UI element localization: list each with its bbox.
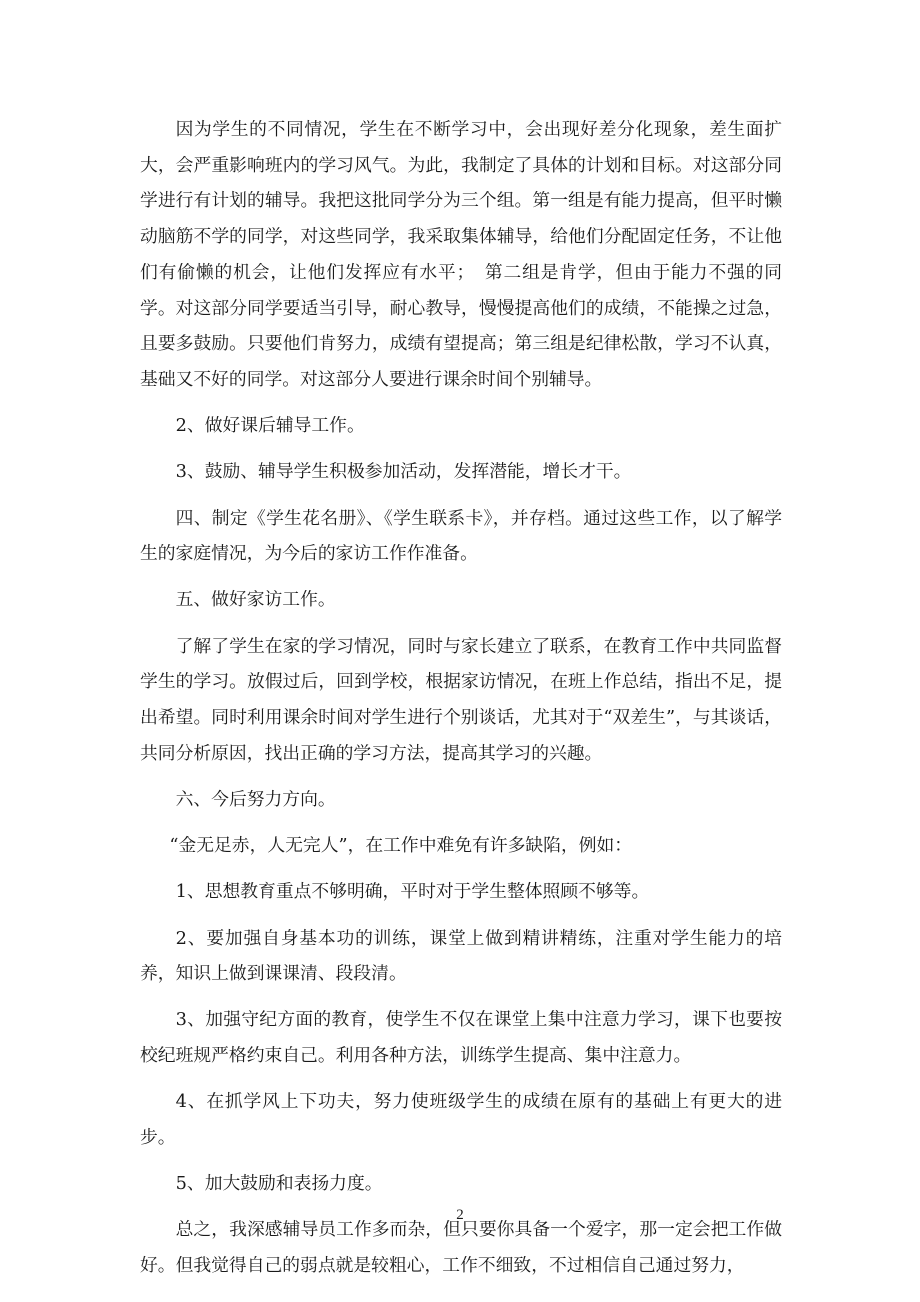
page-number: 2 (456, 1207, 464, 1223)
paragraph-after-class-tutoring: 2、做好课后辅导工作。 (175, 415, 365, 437)
paragraph-conclusion: 总之，我深感辅导员工作多而杂，但只要你具备一个爱字，那一定会把工作做好。但我觉得自己的弱点就是较粗心，工作不细致，不过相信自己通过努力， (140, 1219, 782, 1277)
paragraph-proverb: “金无足赤，人无完人”，在工作中难免有许多缺陷，例如： (169, 835, 633, 857)
paragraph-section-five-heading: 五、做好家访工作。 (175, 589, 336, 611)
paragraph-encourage-activities: 3、鼓励、辅导学生积极参加活动，发挥潜能，增长才干。 (175, 461, 632, 483)
paragraph-section-four: 四、制定《学生花名册》、《学生联系卡》，并存档。通过这些工作，以了解学生的家庭情况，为今后的家访工作作准备。 (140, 507, 782, 565)
paragraph-improvement-3: 3、加强守纪方面的教育，使学生不仅在课堂上集中注意力学习，课下也要按校纪班规严格约束自己。利用各种方法，训练学生提高、集中注意力。 (140, 1009, 782, 1067)
paragraph-improvement-5: 5、加大鼓励和表扬力度。 (175, 1173, 383, 1195)
paragraph-home-visit: 了解了学生在家的学习情况，同时与家长建立了联系，在教育工作中共同监督学生的学习。放假过后，回到学校，根据家访情况，在班上作总结，指出不足，提出希望。同时利用课余时间对学生进行个别谈话，尤其对于“双差生”，与其谈话，共同分析原因，找出正确的学习方法，提高其学习的兴趣。 (140, 635, 782, 764)
document-body (140, 112, 782, 1284)
paragraph-section-six-heading: 六、今后努力方向。 (175, 788, 336, 810)
paragraph-student-groups: 因为学生的不同情况，学生在不断学习中，会出现好差分化现象，差生面扩大，会严重影响班内的学习风气。为此，我制定了具体的计划和目标。对这部分同学进行有计划的辅导。我把这批同学分为三个组。第一组是有能力提高，但平时懒动脑筋不学的同学，对这些同学，我采取集体辅导，给他们分配固定任务，不让他们有偷懒的机会，让他们发挥应有水平； 第二组是肯学，但由于能力不强的同学。对这部分同学要适当引导，耐心教导，慢慢提高他们的成绩，不能操之过急，且要多鼓励。只要他们肯努力，成绩有望提高；第三组是纪律松散，学习不认真，基础又不好的同学。对这部分人要进行课余时间个别辅导。 (140, 119, 782, 390)
paragraph-improvement-1: 1、思想教育重点不够明确，平时对于学生整体照顾不够等。 (175, 881, 650, 903)
paragraph-improvement-4: 4、在抓学风上下功夫，努力使班级学生的成绩在原有的基础上有更大的进步。 (140, 1091, 782, 1149)
paragraph-improvement-2: 2、要加强自身基本功的训练，课堂上做到精讲精练，注重对学生能力的培养，知识上做到课课清、段段清。 (140, 927, 782, 985)
